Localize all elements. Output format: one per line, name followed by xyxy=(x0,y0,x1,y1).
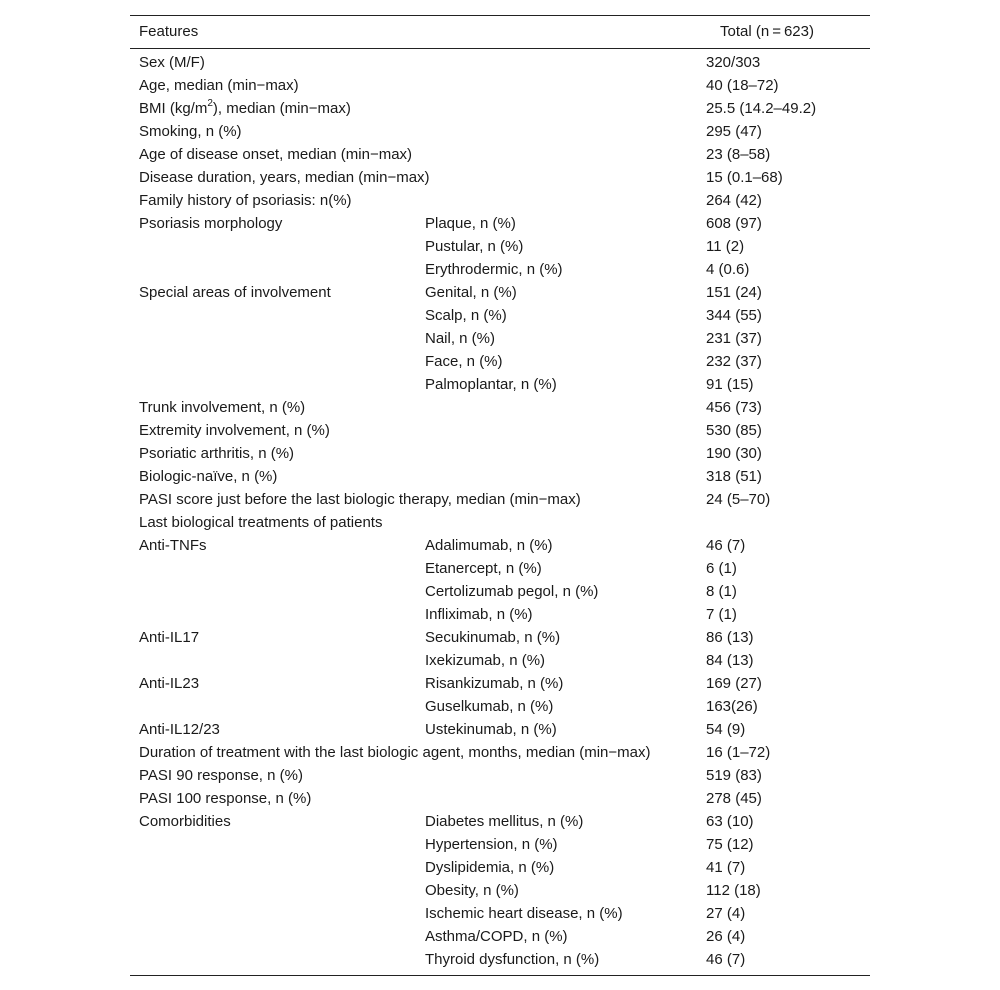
feature-cell: Last biological treatments of patients xyxy=(139,514,383,531)
feature-superscript: 2 xyxy=(207,98,213,109)
total-value-cell: 46 (7) xyxy=(706,951,746,968)
feature-text-post: ), median (min−max) xyxy=(212,100,351,117)
feature-cell: Age of disease onset, median (min−max) xyxy=(139,146,413,163)
subfeature-cell: Scalp, n (%) xyxy=(425,307,507,324)
total-value-cell: 86 (13) xyxy=(706,629,754,646)
table-row xyxy=(130,97,870,120)
subfeature-cell: Certolizumab pegol, n (%) xyxy=(425,583,599,600)
feature-cell: Duration of treatment with the last biologic agent, months, median (min−max) xyxy=(139,744,651,761)
feature-cell: Comorbidities xyxy=(139,813,231,830)
table-row xyxy=(130,603,870,626)
table-row xyxy=(130,396,870,419)
table-row xyxy=(130,833,870,856)
total-value-cell: 169 (27) xyxy=(706,675,762,692)
subfeature-cell: Hypertension, n (%) xyxy=(425,836,558,853)
feature-cell: Psoriatic arthritis, n (%) xyxy=(139,445,295,462)
total-value-cell: 318 (51) xyxy=(706,468,762,485)
total-value-cell: 232 (37) xyxy=(706,353,762,370)
feature-cell: Extremity involvement, n (%) xyxy=(139,422,330,439)
feature-cell: Special areas of involvement xyxy=(139,284,331,301)
total-value-cell: 91 (15) xyxy=(706,376,754,393)
table-row xyxy=(130,879,870,902)
subfeature-cell: Guselkumab, n (%) xyxy=(425,698,554,715)
total-value-cell: 151 (24) xyxy=(706,284,762,301)
table-row xyxy=(130,511,870,534)
feature-cell: Anti-TNFs xyxy=(139,537,207,554)
feature-cell: Psoriasis morphology xyxy=(139,215,283,232)
subfeature-cell: Diabetes mellitus, n (%) xyxy=(425,813,584,830)
subfeature-cell: Ischemic heart disease, n (%) xyxy=(425,905,623,922)
table-body xyxy=(130,49,870,971)
table-row xyxy=(130,649,870,672)
subfeature-cell: Ixekizumab, n (%) xyxy=(425,652,546,669)
subfeature-cell: Ustekinumab, n (%) xyxy=(425,721,557,738)
table-row xyxy=(130,189,870,212)
header-total: Total (n = 623) xyxy=(720,23,814,40)
table-bottom-rule xyxy=(130,975,870,976)
table-row xyxy=(130,373,870,396)
feature-cell: Biologic-naïve, n (%) xyxy=(139,468,278,485)
total-value-cell: 163(26) xyxy=(706,698,758,715)
subfeature-cell: Asthma/COPD, n (%) xyxy=(425,928,568,945)
table-row xyxy=(130,442,870,465)
table-row xyxy=(130,810,870,833)
total-value-cell: 6 (1) xyxy=(706,560,737,577)
total-value-cell: 278 (45) xyxy=(706,790,762,807)
table-row xyxy=(130,465,870,488)
total-value-cell: 344 (55) xyxy=(706,307,762,324)
table-row xyxy=(130,902,870,925)
total-value-cell: 16 (1–72) xyxy=(706,744,771,761)
total-value-cell: 23 (8–58) xyxy=(706,146,771,163)
table-row xyxy=(130,764,870,787)
table-row xyxy=(130,304,870,327)
feature-cell: Anti-IL17 xyxy=(139,629,200,646)
subfeature-cell: Plaque, n (%) xyxy=(425,215,516,232)
subfeature-cell: Adalimumab, n (%) xyxy=(425,537,553,554)
subfeature-cell: Palmoplantar, n (%) xyxy=(425,376,557,393)
table-row xyxy=(130,948,870,971)
feature-cell: Anti-IL12/23 xyxy=(139,721,220,738)
subfeature-cell: Etanercept, n (%) xyxy=(425,560,542,577)
table-row xyxy=(130,74,870,97)
table-row xyxy=(130,626,870,649)
total-value-cell: 24 (5–70) xyxy=(706,491,771,508)
feature-cell: PASI score just before the last biologic therapy, median (min−max) xyxy=(139,491,581,508)
total-value-cell: 41 (7) xyxy=(706,859,746,876)
patient-characteristics-table xyxy=(130,15,870,976)
total-value-cell: 7 (1) xyxy=(706,606,737,623)
subfeature-cell: Face, n (%) xyxy=(425,353,503,370)
table-row xyxy=(130,488,870,511)
table-row xyxy=(130,281,870,304)
total-value-cell: 11 (2) xyxy=(706,238,745,255)
total-value-cell: 264 (42) xyxy=(706,192,762,209)
feature-cell: PASI 100 response, n (%) xyxy=(139,790,312,807)
table-row xyxy=(130,718,870,741)
feature-cell: Family history of psoriasis: n(%) xyxy=(139,192,352,209)
table-row xyxy=(130,534,870,557)
subfeature-cell: Nail, n (%) xyxy=(425,330,496,347)
table-row xyxy=(130,120,870,143)
table-row xyxy=(130,258,870,281)
total-value-cell: 519 (83) xyxy=(706,767,762,784)
table-row xyxy=(130,787,870,810)
total-value-cell: 112 (18) xyxy=(706,882,761,899)
table-row xyxy=(130,143,870,166)
table-row xyxy=(130,856,870,879)
subfeature-cell: Thyroid dysfunction, n (%) xyxy=(425,951,600,968)
feature-cell: Age, median (min−max) xyxy=(139,77,299,94)
total-value-cell: 15 (0.1–68) xyxy=(706,169,783,186)
total-value-cell: 320/303 xyxy=(706,54,761,71)
feature-cell: Sex (M/F) xyxy=(139,54,205,71)
total-value-cell: 8 (1) xyxy=(706,583,737,600)
total-value-cell: 231 (37) xyxy=(706,330,762,347)
table-row xyxy=(130,350,870,373)
total-value-cell: 63 (10) xyxy=(706,813,754,830)
total-value-cell: 608 (97) xyxy=(706,215,762,232)
total-value-cell: 84 (13) xyxy=(706,652,754,669)
subfeature-cell: Obesity, n (%) xyxy=(425,882,519,899)
total-value-cell: 456 (73) xyxy=(706,399,762,416)
total-value-cell: 54 (9) xyxy=(706,721,746,738)
table-row xyxy=(130,51,870,74)
table-row xyxy=(130,580,870,603)
feature-cell: Smoking, n (%) xyxy=(139,123,242,140)
total-value-cell: 530 (85) xyxy=(706,422,762,439)
feature-cell: Anti-IL23 xyxy=(139,675,200,692)
total-value-cell: 46 (7) xyxy=(706,537,746,554)
total-value-cell: 295 (47) xyxy=(706,123,762,140)
table-row xyxy=(130,925,870,948)
table-header-row xyxy=(130,16,870,48)
total-value-cell: 190 (30) xyxy=(706,445,762,462)
feature-cell: PASI 90 response, n (%) xyxy=(139,767,303,784)
subfeature-cell: Pustular, n (%) xyxy=(425,238,524,255)
table-row xyxy=(130,327,870,350)
total-value-cell: 75 (12) xyxy=(706,836,754,853)
subfeature-cell: Risankizumab, n (%) xyxy=(425,675,564,692)
total-value-cell: 4 (0.6) xyxy=(706,261,750,278)
subfeature-cell: Secukinumab, n (%) xyxy=(425,629,561,646)
subfeature-cell: Erythrodermic, n (%) xyxy=(425,261,563,278)
table-row xyxy=(130,741,870,764)
subfeature-cell: Genital, n (%) xyxy=(425,284,517,301)
feature-text-pre: BMI (kg/m xyxy=(139,100,208,117)
feature-cell: Trunk involvement, n (%) xyxy=(139,399,306,416)
table-row xyxy=(130,672,870,695)
table-row xyxy=(130,419,870,442)
total-value-cell: 26 (4) xyxy=(706,928,746,945)
feature-cell xyxy=(139,97,351,120)
table-row xyxy=(130,557,870,580)
total-value-cell: 25.5 (14.2–49.2) xyxy=(706,100,817,117)
subfeature-cell: Infliximab, n (%) xyxy=(425,606,533,623)
subfeature-cell: Dyslipidemia, n (%) xyxy=(425,859,555,876)
feature-cell: Disease duration, years, median (min−max) xyxy=(139,169,430,186)
table-row xyxy=(130,166,870,189)
table-row xyxy=(130,235,870,258)
total-value-cell: 27 (4) xyxy=(706,905,746,922)
table-row xyxy=(130,212,870,235)
table-row xyxy=(130,695,870,718)
total-value-cell: 40 (18–72) xyxy=(706,77,779,94)
header-features: Features xyxy=(139,23,199,40)
